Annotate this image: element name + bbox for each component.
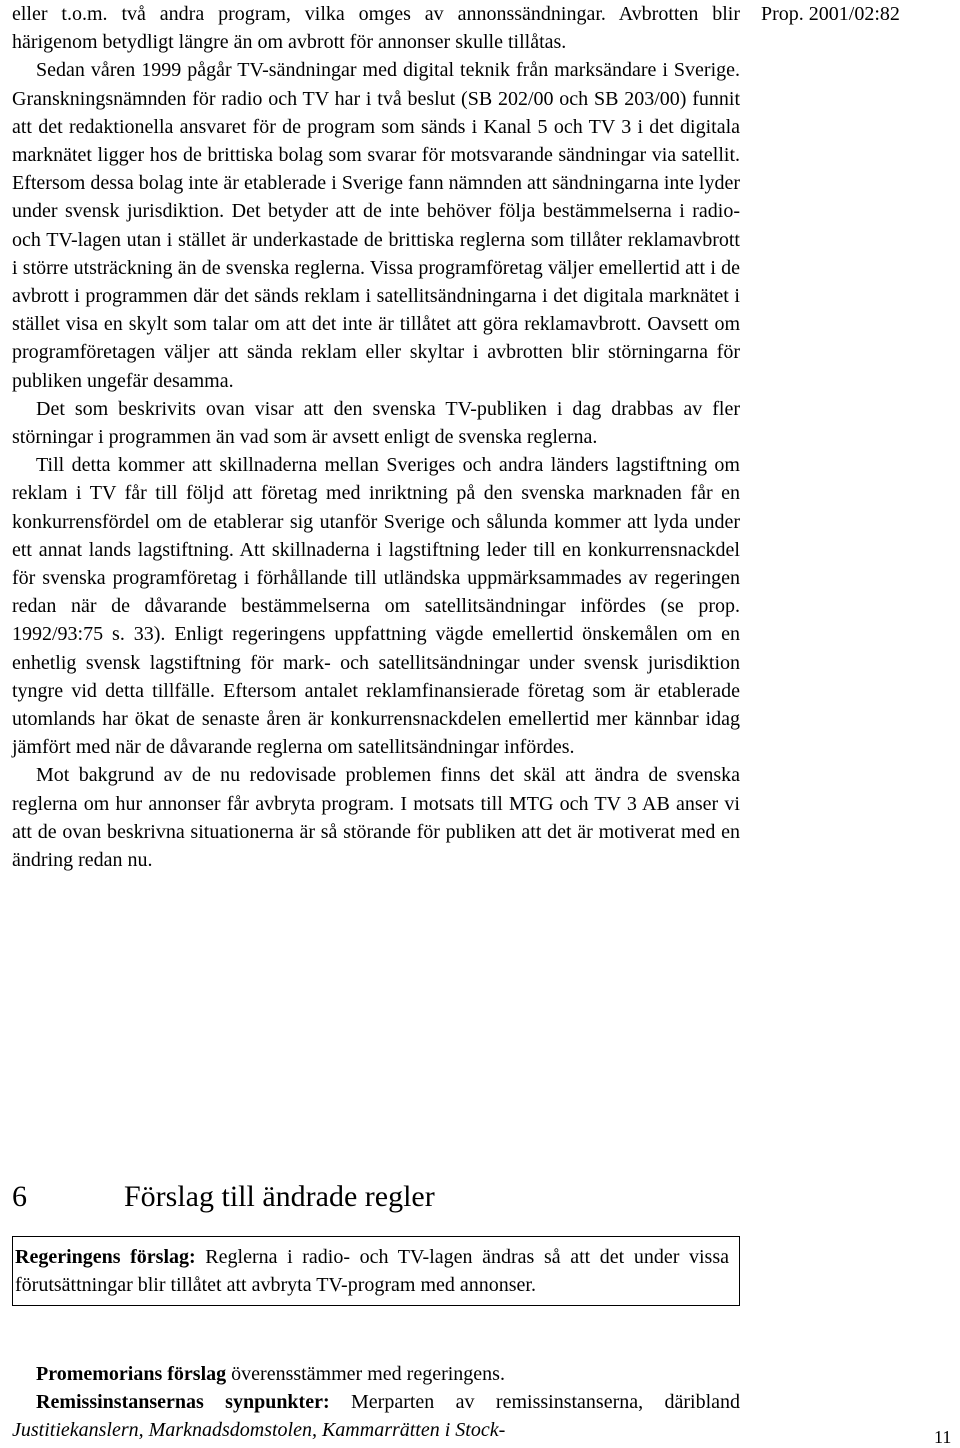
document-reference: Prop. 2001/02:82 bbox=[761, 3, 900, 25]
section-title: Förslag till ändrade regler bbox=[124, 1180, 435, 1213]
proposal-box bbox=[12, 1236, 740, 1306]
memo-label: Promemorians förslag bbox=[36, 1363, 227, 1385]
proposal-text: Reglerna i radio- och TV-lagen ändras så att det under vissa förutsättningar blir tillåtet att avbryta TV-program med annonser. bbox=[15, 1246, 729, 1297]
remiss-text: Merparten av remissinstanserna, däribland bbox=[351, 1391, 741, 1414]
proposal-label: Regeringens förslag: bbox=[15, 1246, 196, 1268]
section-heading bbox=[12, 1178, 740, 1216]
paragraph: Till detta kommer att skillnaderna mellan Sveriges och andra länders lagstiftning om reklam i TV får till följd att företag med inriktning på den svenska marknaden får en konkurrensfördel om de etablerar sig utanför Sverige och sålunda kommer att lyda under ett annat lands lagstiftning. Att skillnaderna i lagstiftning leder till en konkurrensnackdel för svenska programföretag i förhållande till utländska uppmärksammades av regeringen redan när de dåvarande bestämmelserna om satellitsändningar infördes (se prop. 1992/93:75 s. 33). Enligt regeringens uppfattning vägde emellertid önskemålen om en enhetlig svensk lagstiftning för mark- och satellitsändningar under svensk jurisdiktion tyngre vid detta tillfälle. Eftersom antalet reklamfinansierade företag som är etablerade utomlands har ökat de senaste åren är konkurrensnackdelen emellertid mer kännbar idag jämfört med när de dåvarande reglerna om satellitsändningar infördes. bbox=[12, 454, 740, 759]
paragraph: eller t.o.m. två andra program, vilka omges av annonssändningar. Avbrotten blir härigenom betydligt längre än om avbrott för annonser skulle tillåtas. bbox=[12, 3, 740, 54]
remiss-paragraph bbox=[12, 1388, 740, 1444]
paragraph: Sedan våren 1999 pågår TV-sändningar med digital teknik från marksändare i Sverige. Granskningsnämnden för radio och TV har i två beslut (SB 202/00 och SB 203/00) funnit att det redaktionella ansvaret för de program som sänds i Kanal 5 och TV 3 i det digitala marknätet ligger hos de brittiska bolag som svarar för motsvarande sändningar via satellit. Eftersom dessa bolag inte är etablerade i Sverige fann nämnden att sändningarna inte lyder under svensk jurisdiktion. Det betyder att de inte behöver följa bestämmelserna i radio- och TV-lagen utan i stället är underkastade de brittiska reglerna som tillåter reklamavbrott i större utsträckning än de svenska reglerna. Vissa programföretag väljer emellertid att i de avbrott i programmen där det sänds reklam i satellitsändningarna i det digitala marknätet i stället visa en skylt som talar om att det inte är tillåtet att göra reklamavbrott. Oavsett om programföretagen väljer att sända reklam eller skyltar i avbrotten blir störningarna för publiken ungefär desamma. bbox=[12, 59, 740, 392]
page-number: 11 bbox=[934, 1427, 952, 1447]
consultation-section bbox=[12, 1360, 740, 1445]
section-number: 6 bbox=[12, 1180, 27, 1213]
body-text bbox=[12, 0, 740, 874]
remiss-names: Justitiekanslern, Marknadsdomstolen, Kammarrätten i Stock- bbox=[12, 1419, 506, 1442]
paragraph: Det som beskrivits ovan visar att den svenska TV-publiken i dag drabbas av fler störningar i programmen än vad som är avsett enligt de svenska reglerna. bbox=[12, 397, 740, 449]
paragraph: Mot bakgrund av de nu redovisade problemen finns det skäl att ändra de svenska reglerna om hur annonser får avbryta program. I motsats till MTG och TV 3 AB anser vi att de ovan beskrivna situationerna är så störande för publiken att det är motiverat med en ändring redan nu. bbox=[12, 764, 740, 872]
memo-paragraph bbox=[12, 1360, 740, 1388]
remiss-label: Remissinstansernas synpunkter: bbox=[36, 1391, 330, 1414]
memo-text: överensstämmer med regeringens. bbox=[231, 1363, 505, 1385]
